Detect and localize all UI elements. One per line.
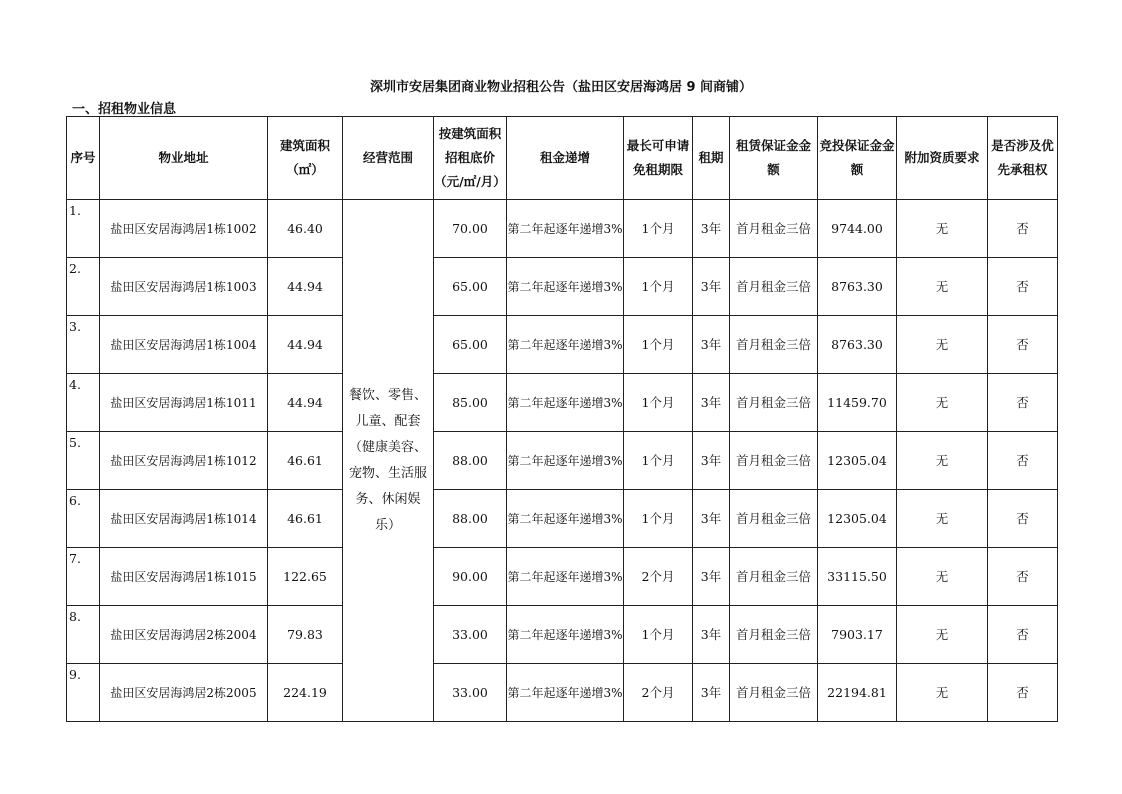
cell-qualification: 无 (897, 548, 988, 606)
cell-address: 盐田区安居海鸿居2栋2005 (100, 664, 268, 722)
cell-address: 盐田区安居海鸿居1栋1014 (100, 490, 268, 548)
cell-increase: 第二年起逐年递增3% (507, 606, 624, 664)
cell-term: 3年 (693, 316, 730, 374)
cell-priority: 否 (988, 374, 1058, 432)
cell-free-rent: 1个月 (624, 200, 693, 258)
cell-area: 46.40 (268, 200, 343, 258)
cell-increase: 第二年起逐年递增3% (507, 374, 624, 432)
cell-qualification: 无 (897, 606, 988, 664)
cell-area: 122.65 (268, 548, 343, 606)
header-scope: 经营范围 (343, 117, 434, 200)
cell-bid-deposit: 11459.70 (818, 374, 897, 432)
cell-area: 224.19 (268, 664, 343, 722)
cell-price: 33.00 (434, 664, 507, 722)
cell-bid-deposit: 33115.50 (818, 548, 897, 606)
cell-qualification: 无 (897, 374, 988, 432)
cell-increase: 第二年起逐年递增3% (507, 200, 624, 258)
cell-free-rent: 1个月 (624, 374, 693, 432)
cell-deposit: 首月租金三倍 (730, 258, 818, 316)
header-free-rent: 最长可申请免租期限 (624, 117, 693, 200)
table-row (67, 606, 1058, 664)
cell-no: 6. (67, 490, 100, 548)
cell-deposit: 首月租金三倍 (730, 316, 818, 374)
cell-no: 7. (67, 548, 100, 606)
cell-area: 44.94 (268, 258, 343, 316)
header-increase: 租金递增 (507, 117, 624, 200)
cell-price: 65.00 (434, 316, 507, 374)
cell-price: 88.00 (434, 490, 507, 548)
cell-priority: 否 (988, 490, 1058, 548)
cell-no: 4. (67, 374, 100, 432)
cell-increase: 第二年起逐年递增3% (507, 432, 624, 490)
cell-term: 3年 (693, 258, 730, 316)
cell-term: 3年 (693, 200, 730, 258)
header-price: 按建筑面积招租底价（元/㎡/月） (434, 117, 507, 200)
cell-bid-deposit: 9744.00 (818, 200, 897, 258)
cell-address: 盐田区安居海鸿居1栋1015 (100, 548, 268, 606)
cell-increase: 第二年起逐年递增3% (507, 548, 624, 606)
cell-term: 3年 (693, 432, 730, 490)
table-header-row (67, 117, 1058, 200)
cell-priority: 否 (988, 606, 1058, 664)
cell-deposit: 首月租金三倍 (730, 432, 818, 490)
header-area: 建筑面积（㎡） (268, 117, 343, 200)
cell-increase: 第二年起逐年递增3% (507, 258, 624, 316)
cell-free-rent: 2个月 (624, 548, 693, 606)
cell-priority: 否 (988, 664, 1058, 722)
cell-deposit: 首月租金三倍 (730, 490, 818, 548)
cell-bid-deposit: 12305.04 (818, 432, 897, 490)
cell-no: 1. (67, 200, 100, 258)
table-row (67, 258, 1058, 316)
table-row (67, 548, 1058, 606)
cell-increase: 第二年起逐年递增3% (507, 664, 624, 722)
cell-free-rent: 1个月 (624, 432, 693, 490)
cell-qualification: 无 (897, 200, 988, 258)
cell-business-scope: 餐饮、零售、儿童、配套（健康美容、宠物、生活服务、休闲娱乐） (343, 200, 434, 722)
cell-bid-deposit: 12305.04 (818, 490, 897, 548)
cell-price: 70.00 (434, 200, 507, 258)
cell-increase: 第二年起逐年递增3% (507, 316, 624, 374)
header-deposit: 租赁保证金金额 (730, 117, 818, 200)
cell-price: 65.00 (434, 258, 507, 316)
table-row (67, 316, 1058, 374)
header-qualification: 附加资质要求 (897, 117, 988, 200)
cell-free-rent: 1个月 (624, 258, 693, 316)
header-address: 物业地址 (100, 117, 268, 200)
header-term: 租期 (693, 117, 730, 200)
cell-priority: 否 (988, 548, 1058, 606)
cell-priority: 否 (988, 316, 1058, 374)
cell-term: 3年 (693, 664, 730, 722)
property-table (66, 116, 1058, 722)
cell-no: 3. (67, 316, 100, 374)
cell-term: 3年 (693, 490, 730, 548)
table-row (67, 432, 1058, 490)
cell-free-rent: 1个月 (624, 316, 693, 374)
cell-deposit: 首月租金三倍 (730, 200, 818, 258)
cell-area: 46.61 (268, 490, 343, 548)
cell-qualification: 无 (897, 432, 988, 490)
cell-price: 88.00 (434, 432, 507, 490)
cell-increase: 第二年起逐年递增3% (507, 490, 624, 548)
cell-area: 44.94 (268, 374, 343, 432)
cell-qualification: 无 (897, 258, 988, 316)
cell-price: 33.00 (434, 606, 507, 664)
cell-free-rent: 2个月 (624, 664, 693, 722)
cell-term: 3年 (693, 548, 730, 606)
cell-bid-deposit: 8763.30 (818, 316, 897, 374)
cell-no: 5. (67, 432, 100, 490)
table-row (67, 664, 1058, 722)
cell-deposit: 首月租金三倍 (730, 548, 818, 606)
cell-priority: 否 (988, 200, 1058, 258)
cell-price: 90.00 (434, 548, 507, 606)
cell-address: 盐田区安居海鸿居1栋1011 (100, 374, 268, 432)
cell-qualification: 无 (897, 664, 988, 722)
cell-bid-deposit: 22194.81 (818, 664, 897, 722)
cell-deposit: 首月租金三倍 (730, 374, 818, 432)
cell-no: 8. (67, 606, 100, 664)
cell-address: 盐田区安居海鸿居1栋1003 (100, 258, 268, 316)
cell-term: 3年 (693, 374, 730, 432)
header-priority: 是否涉及优先承租权 (988, 117, 1058, 200)
section-heading: 一、招租物业信息 (72, 102, 177, 117)
cell-qualification: 无 (897, 490, 988, 548)
document-title: 深圳市安居集团商业物业招租公告（盐田区安居海鸿居 9 间商铺） (369, 80, 753, 95)
cell-address: 盐田区安居海鸿居1栋1002 (100, 200, 268, 258)
cell-priority: 否 (988, 432, 1058, 490)
cell-no: 9. (67, 664, 100, 722)
cell-address: 盐田区安居海鸿居1栋1012 (100, 432, 268, 490)
cell-address: 盐田区安居海鸿居1栋1004 (100, 316, 268, 374)
cell-free-rent: 1个月 (624, 490, 693, 548)
cell-deposit: 首月租金三倍 (730, 606, 818, 664)
cell-area: 46.61 (268, 432, 343, 490)
table-row (67, 200, 1058, 258)
cell-price: 85.00 (434, 374, 507, 432)
cell-area: 79.83 (268, 606, 343, 664)
cell-priority: 否 (988, 258, 1058, 316)
cell-bid-deposit: 7903.17 (818, 606, 897, 664)
cell-term: 3年 (693, 606, 730, 664)
cell-free-rent: 1个月 (624, 606, 693, 664)
cell-deposit: 首月租金三倍 (730, 664, 818, 722)
header-bid-deposit: 竞投保证金金额 (818, 117, 897, 200)
cell-qualification: 无 (897, 316, 988, 374)
cell-bid-deposit: 8763.30 (818, 258, 897, 316)
cell-address: 盐田区安居海鸿居2栋2004 (100, 606, 268, 664)
table-row (67, 374, 1058, 432)
cell-area: 44.94 (268, 316, 343, 374)
header-no: 序号 (67, 117, 100, 200)
table-row (67, 490, 1058, 548)
cell-no: 2. (67, 258, 100, 316)
